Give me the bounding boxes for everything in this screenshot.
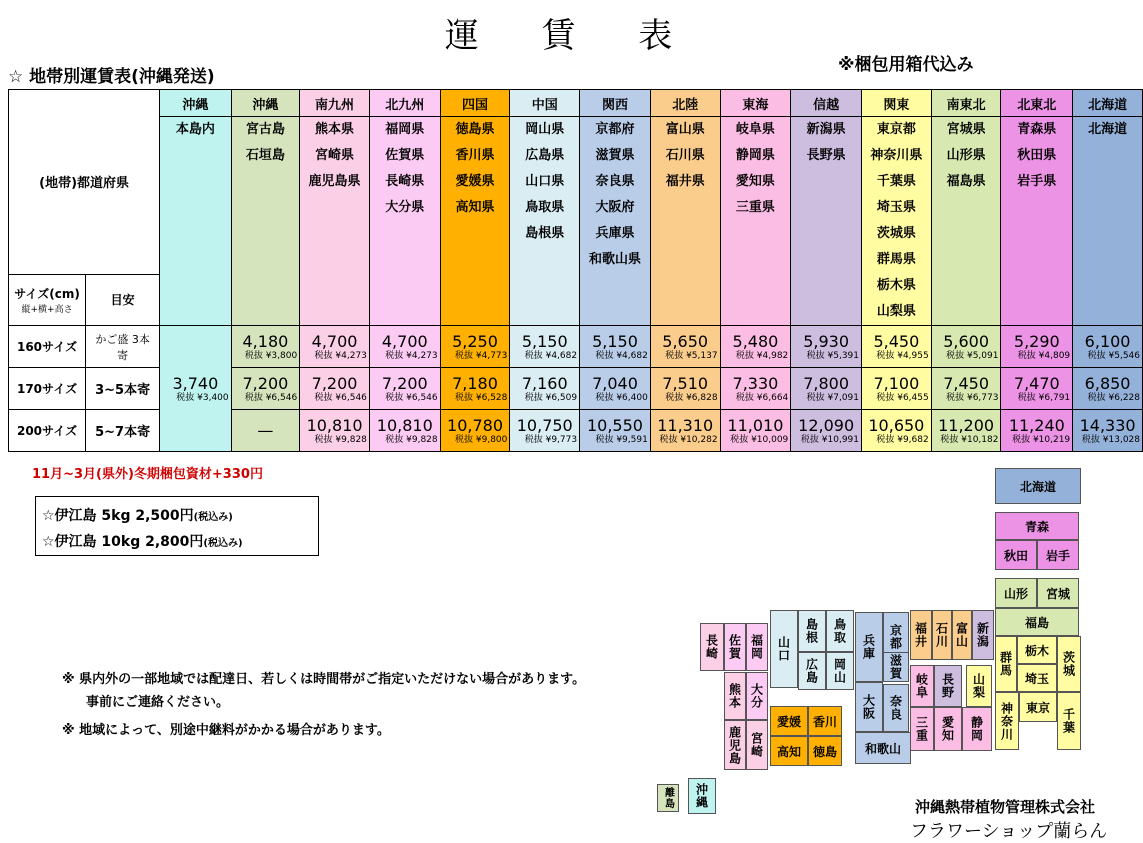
zone-header: 南九州	[300, 90, 370, 117]
zone-prefectures	[300, 117, 370, 326]
map-tochigi: 栃木	[1017, 636, 1057, 664]
prefecture-name: 宮古島	[245, 122, 285, 137]
price-excl-tax: 税抜 ¥4,982	[735, 350, 789, 361]
price-value: 11,200	[938, 415, 995, 435]
map-tokyo: 東京	[1019, 692, 1057, 722]
price-cell	[720, 326, 791, 368]
map-miyagi: 宮城	[1037, 578, 1079, 608]
price-cell	[231, 326, 300, 368]
packing-note: ※梱包用箱代込み	[838, 55, 974, 75]
map-fukuoka: 福岡	[746, 623, 768, 671]
prefecture-name: 高知県	[455, 200, 495, 215]
price-excl-tax: 税抜 ¥9,800	[455, 434, 508, 445]
price-excl-tax: 税抜 ¥5,546	[1087, 350, 1140, 361]
price-excl-tax: 税抜 ¥9,591	[595, 434, 648, 445]
map-mie: 三重	[910, 707, 934, 751]
price-excl-tax: 税抜 ¥4,682	[595, 350, 648, 361]
prefecture-name: 宮城県	[946, 122, 986, 137]
guide-label: 3~5本寄	[86, 368, 160, 410]
price-cell	[1073, 326, 1143, 368]
map-saga: 佐賀	[724, 623, 746, 671]
prefecture-name: 宮崎県	[315, 148, 355, 163]
prefecture-name: 群馬県	[876, 252, 916, 267]
price-cell	[720, 410, 791, 452]
price-cell	[650, 410, 720, 452]
prefecture-name: 広島県	[525, 148, 565, 163]
price-value: 10,650	[868, 415, 925, 435]
price-excl-tax: 税抜 ¥6,528	[455, 392, 508, 403]
price-excl-tax: 税抜 ¥5,391	[806, 350, 859, 361]
price-value: 6,850	[1084, 373, 1131, 393]
prefecture-name: 茨城県	[876, 226, 916, 241]
prefecture-name: 千葉県	[876, 174, 916, 189]
zone-prefectures	[160, 117, 231, 326]
price-value: 7,100	[873, 373, 920, 393]
prefecture-name: 神奈川県	[870, 148, 923, 163]
price-excl-tax: 税抜 ¥6,509	[524, 392, 578, 403]
relay-fee-note: ※ 地域によって、別途中継料がかかる場合があります。	[62, 723, 390, 738]
size-label: 200サイズ	[9, 410, 86, 452]
price-value: 7,200	[242, 373, 289, 393]
price-excl-tax: 税抜 ¥6,791	[1017, 392, 1071, 403]
prefecture-name: 岩手県	[1017, 174, 1057, 189]
price-value: 11,310	[657, 415, 714, 435]
price-value: 6,100	[1084, 331, 1131, 351]
size-label: 160サイズ	[9, 326, 86, 368]
prefecture-name: 香川県	[455, 148, 495, 163]
zone-prefectures	[1001, 117, 1073, 326]
map-kanagawa: 神奈川	[995, 692, 1019, 750]
map-niigata: 新潟	[972, 610, 994, 660]
price-cell	[931, 410, 1001, 452]
price-value: 7,200	[311, 373, 358, 393]
price-value: 7,450	[943, 373, 989, 393]
map-fukui: 福井	[910, 610, 932, 660]
zone-prefectures	[650, 117, 720, 326]
prefecture-name: 青森県	[1017, 122, 1057, 137]
price-value: 5,290	[1013, 331, 1060, 351]
zone-header: 沖縄	[160, 90, 231, 117]
zone-header: 北海道	[1073, 90, 1143, 117]
zone-prefectures	[931, 117, 1001, 326]
price-cell	[1001, 368, 1073, 410]
price-value: 10,810	[306, 415, 363, 435]
prefecture-name: 石垣島	[245, 148, 285, 163]
zone-prefectures	[1073, 117, 1143, 326]
price-value: 4,180	[242, 331, 289, 351]
price-cell	[510, 368, 580, 410]
map-yamaguchi: 山口	[770, 610, 798, 688]
map-shimane: 島根	[798, 610, 826, 652]
price-excl-tax: 税抜 ¥6,400	[595, 392, 648, 403]
price-value: 7,470	[1013, 373, 1060, 393]
price-excl-tax: 税抜 ¥6,546	[244, 392, 298, 403]
map-chiba: 千葉	[1057, 692, 1081, 750]
map-okayama: 岡山	[826, 652, 854, 690]
price-cell	[440, 326, 510, 368]
prefecture-name: 鹿児島県	[308, 174, 361, 189]
price-value: 4,700	[381, 331, 428, 351]
prefecture-header-cell	[9, 90, 160, 275]
price-cell	[580, 326, 651, 368]
map-kochi: 高知	[770, 736, 808, 766]
winter-note: 11月~3月(県外)冬期梱包資材+330円	[32, 467, 263, 482]
zone-header: 北陸	[650, 90, 720, 117]
price-excl-tax: 税抜 ¥6,773	[946, 392, 999, 403]
zone-header: 四国	[440, 90, 510, 117]
zone-header: 北東北	[1001, 90, 1073, 117]
price-excl-tax: 税抜 ¥3,800	[244, 350, 298, 361]
map-yamanashi: 山梨	[966, 665, 992, 707]
price-cell	[791, 410, 862, 452]
price-cell	[1073, 410, 1143, 452]
prefecture-name: 福島県	[946, 174, 986, 189]
prefecture-name: 兵庫県	[595, 226, 635, 241]
map-akita: 秋田	[995, 540, 1037, 570]
map-iwate: 岩手	[1037, 540, 1079, 570]
map-nagasaki: 長崎	[700, 623, 724, 671]
price-value: 4,700	[311, 331, 358, 351]
price-value: 5,650	[662, 331, 709, 351]
prefecture-name: 愛媛県	[455, 174, 495, 189]
price-value: 10,750	[516, 415, 573, 435]
price-cell	[510, 410, 580, 452]
prefecture-name: 栃木県	[876, 278, 916, 293]
zone-header: 沖縄	[231, 90, 300, 117]
map-nara: 奈良	[883, 684, 909, 732]
price-excl-tax: 税抜 ¥4,809	[1017, 350, 1071, 361]
prefecture-name: 本島内	[175, 122, 215, 137]
section-subtitle: ☆ 地帯別運賃表(沖縄発送)	[8, 67, 215, 87]
price-excl-tax: 税抜 ¥3,400	[176, 392, 229, 403]
map-tokushima: 徳島	[808, 736, 842, 766]
company-name: 沖縄熱帯植物管理株式会社	[915, 798, 1096, 816]
price-excl-tax: 税抜 ¥9,828	[314, 434, 367, 445]
prefecture-name: 長野県	[806, 148, 846, 163]
price-cell	[369, 368, 440, 410]
prefecture-name: 東京都	[876, 122, 916, 137]
price-value: 12,090	[798, 415, 855, 435]
zone-header: 東海	[720, 90, 791, 117]
map-hyogo: 兵庫	[855, 612, 883, 682]
map-toyama: 富山	[952, 610, 972, 660]
price-cell	[720, 368, 791, 410]
price-cell	[650, 326, 720, 368]
size-subheader: 縦+横+高さ	[21, 304, 73, 315]
delivery-note: ※ 県内外の一部地域では配達日、若しくは時間帯がご指定いただけない場合があります。 事前にご連絡ください。	[62, 672, 586, 710]
map-kumamoto: 熊本	[724, 672, 746, 720]
price-excl-tax: 税抜 ¥4,273	[385, 350, 438, 361]
prefecture-name: 大阪府	[595, 200, 635, 215]
prefecture-name: 三重県	[735, 200, 775, 215]
price-excl-tax: 税抜 ¥10,009	[730, 434, 789, 445]
map-kagoshima: 鹿児島	[724, 720, 746, 770]
price-value: 3,740	[172, 373, 219, 393]
zone-header: 中国	[510, 90, 580, 117]
map-wakayama: 和歌山	[855, 732, 911, 764]
zone-prefectures	[720, 117, 791, 326]
prefecture-name: 和歌山県	[588, 252, 641, 267]
price-value: 10,810	[376, 415, 433, 435]
price-excl-tax: 税抜 ¥6,664	[735, 392, 789, 403]
prefecture-name: 鳥取県	[525, 200, 565, 215]
price-value: 5,600	[943, 331, 989, 351]
prefecture-name: 富山県	[665, 122, 705, 137]
price-cell	[440, 410, 510, 452]
zone-prefectures	[580, 117, 651, 326]
prefecture-name: 熊本県	[315, 122, 355, 137]
price-cell	[231, 368, 300, 410]
price-value: 7,160	[521, 373, 568, 393]
prefecture-name: 秋田県	[1017, 148, 1057, 163]
price-cell	[931, 326, 1001, 368]
price-value: 7,180	[452, 373, 498, 393]
price-cell	[300, 410, 370, 452]
map-tottori: 鳥取	[826, 610, 854, 652]
map-saitama: 埼玉	[1017, 664, 1057, 692]
price-cell	[300, 368, 370, 410]
price-excl-tax: 税抜 ¥5,137	[665, 350, 718, 361]
map-kyoto: 京都	[883, 612, 909, 662]
prefecture-name: 長崎県	[385, 174, 425, 189]
prefecture-name: 福岡県	[385, 122, 425, 137]
prefecture-name: 奈良県	[595, 174, 635, 189]
page-title: 運 賃 表	[444, 16, 699, 56]
price-cell	[791, 368, 862, 410]
rate-table	[8, 89, 1143, 452]
price-excl-tax: 税抜 ¥10,282	[659, 434, 718, 445]
price-cell	[440, 368, 510, 410]
price-value: 10,780	[447, 415, 503, 435]
prefecture-name: 岐阜県	[735, 122, 775, 137]
map-ibaraki: 茨城	[1057, 636, 1081, 692]
price-value: 7,200	[381, 373, 428, 393]
prefecture-name: 石川県	[665, 148, 705, 163]
price-value: 5,480	[732, 331, 779, 351]
prefecture-name: 大分県	[385, 200, 425, 215]
zone-prefectures	[369, 117, 440, 326]
price-excl-tax: 税抜 ¥7,091	[806, 392, 859, 403]
price-excl-tax: 税抜 ¥10,219	[1012, 434, 1071, 445]
price-excl-tax: 税抜 ¥6,546	[314, 392, 367, 403]
zone-header: 南東北	[931, 90, 1001, 117]
price-excl-tax: 税抜 ¥4,955	[876, 350, 929, 361]
map-kagawa: 香川	[808, 706, 842, 736]
prefecture-name: 山形県	[946, 148, 986, 163]
zone-prefectures	[510, 117, 580, 326]
zone-prefectures	[862, 117, 932, 326]
prefecture-name: 愛知県	[735, 174, 775, 189]
zone-prefectures	[231, 117, 300, 326]
map-aichi: 愛知	[934, 707, 962, 751]
prefecture-name: 新潟県	[806, 122, 846, 137]
price-cell	[650, 368, 720, 410]
size-header: サイズ(cm)	[14, 286, 80, 301]
price-cell	[160, 326, 231, 452]
prefecture-name: 徳島県	[455, 122, 495, 137]
price-cell	[862, 326, 932, 368]
zone-header: 関東	[862, 90, 932, 117]
iejima-5kg: ☆伊江島 5kg 2,500円(税込み)	[42, 508, 233, 524]
prefecture-name: 埼玉県	[876, 200, 916, 215]
price-value: 5,150	[592, 331, 638, 351]
map-nagano: 長野	[934, 665, 962, 707]
zone-prefectures	[791, 117, 862, 326]
price-cell	[1073, 368, 1143, 410]
price-cell	[1001, 326, 1073, 368]
prefecture-name: 島根県	[525, 226, 565, 241]
iejima-box	[35, 496, 319, 556]
price-value: 10,550	[586, 415, 643, 435]
price-value: 7,510	[662, 373, 709, 393]
price-cell	[1001, 410, 1073, 452]
zone-header: 北九州	[369, 90, 440, 117]
zone-prefectures	[440, 117, 510, 326]
map-shiga: 滋賀	[883, 652, 909, 682]
price-value: 11,240	[1008, 415, 1065, 435]
prefecture-name: 佐賀県	[385, 148, 425, 163]
guide-header: 目安	[86, 274, 160, 326]
price-value: 7,330	[732, 373, 779, 393]
price-excl-tax: 税抜 ¥9,828	[385, 434, 438, 445]
price-value: 5,250	[452, 331, 498, 351]
map-okinawa: 沖縄	[688, 778, 716, 814]
price-value: 5,930	[803, 331, 850, 351]
map-hokkaido: 北海道	[995, 468, 1081, 504]
zone-header: 関西	[580, 90, 651, 117]
price-excl-tax: 税抜 ¥6,228	[1087, 392, 1140, 403]
price-cell	[791, 326, 862, 368]
prefecture-name: 滋賀県	[595, 148, 635, 163]
price-value: 5,150	[521, 331, 568, 351]
price-cell	[231, 410, 300, 452]
price-value: 7,800	[803, 373, 850, 393]
price-excl-tax: 税抜 ¥6,455	[876, 392, 929, 403]
prefecture-header: (地帯)都道府県	[39, 176, 130, 192]
price-excl-tax: 税抜 ¥9,773	[524, 434, 578, 445]
prefecture-name: 京都府	[595, 122, 635, 137]
price-excl-tax: 税抜 ¥10,991	[800, 434, 859, 445]
guide-label: 5~7本寄	[86, 410, 160, 452]
size-label: 170サイズ	[9, 368, 86, 410]
map-miyazaki: 宮崎	[746, 720, 768, 770]
map-fukushima: 福島	[995, 608, 1079, 636]
map-oita: 大分	[746, 672, 768, 720]
map-shizuoka: 静岡	[962, 707, 992, 751]
map-hiroshima: 広島	[798, 652, 826, 690]
price-excl-tax: 税抜 ¥10,182	[940, 434, 999, 445]
guide-label: かご盛 3本寄	[86, 326, 160, 368]
prefecture-name: 山梨県	[876, 304, 916, 319]
map-aomori: 青森	[995, 512, 1079, 540]
price-cell	[580, 410, 651, 452]
price-excl-tax: 税抜 ¥6,546	[385, 392, 438, 403]
price-excl-tax: 税抜 ¥9,682	[876, 434, 929, 445]
map-yamagata: 山形	[995, 578, 1037, 608]
size-row	[9, 326, 1143, 368]
price-cell	[862, 368, 932, 410]
map-ishikawa: 石川	[932, 610, 952, 660]
price-value: 7,040	[592, 373, 638, 393]
price-value: 5,450	[873, 331, 920, 351]
price-value: —	[257, 421, 274, 440]
price-value: 11,010	[727, 415, 784, 435]
prefecture-name: 北海道	[1088, 122, 1128, 137]
prefecture-name: 静岡県	[735, 148, 775, 163]
price-excl-tax: 税抜 ¥13,028	[1081, 434, 1140, 445]
price-cell	[862, 410, 932, 452]
price-excl-tax: 税抜 ¥4,273	[314, 350, 367, 361]
price-cell	[300, 326, 370, 368]
price-cell	[931, 368, 1001, 410]
map-ehime: 愛媛	[770, 706, 808, 736]
shop-name: フラワーショップ蘭らん	[910, 821, 1108, 842]
iejima-10kg: ☆伊江島 10kg 2,800円(税込み)	[42, 534, 243, 550]
price-cell	[369, 410, 440, 452]
map-osaka: 大阪	[855, 682, 883, 732]
price-excl-tax: 税抜 ¥4,682	[524, 350, 578, 361]
price-excl-tax: 税抜 ¥4,773	[455, 350, 508, 361]
price-excl-tax: 税抜 ¥5,091	[946, 350, 999, 361]
map-gunma: 群馬	[995, 636, 1017, 692]
size-header-cell	[9, 274, 86, 326]
price-cell	[580, 368, 651, 410]
price-value: 14,330	[1079, 415, 1136, 435]
prefecture-name: 岡山県	[525, 122, 565, 137]
prefecture-name: 山口県	[525, 174, 565, 189]
price-excl-tax: 税抜 ¥6,828	[665, 392, 718, 403]
prefecture-name: 福井県	[665, 174, 705, 189]
price-cell	[369, 326, 440, 368]
zone-header: 信越	[791, 90, 862, 117]
map-ritou: 離島	[657, 784, 679, 812]
map-gifu: 岐阜	[910, 665, 934, 707]
price-cell	[510, 326, 580, 368]
